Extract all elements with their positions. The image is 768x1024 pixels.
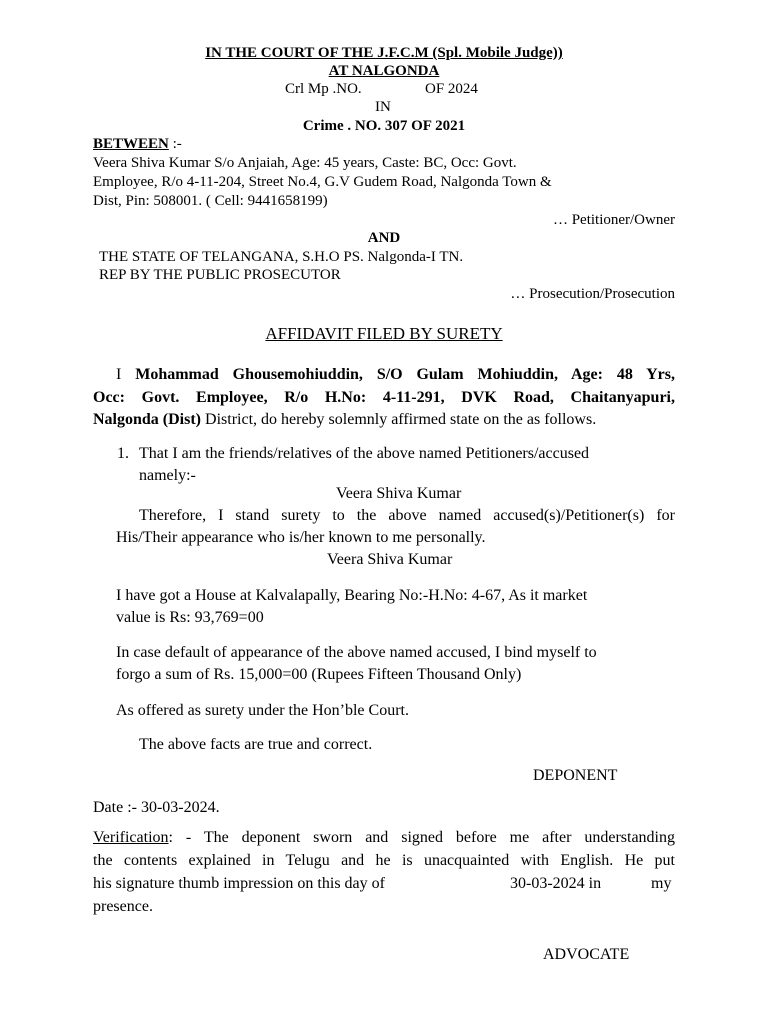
verification-date: 30-03-2024 in bbox=[510, 875, 602, 892]
property-line-1: I have got a House at Kalvalapally, Bearing No:-H.No: 4-67, As it market bbox=[116, 587, 588, 604]
verification-line-1 bbox=[93, 830, 675, 846]
respondent-line-1: THE STATE OF TELANGANA, S.H.O PS. Nalgonda-I TN. bbox=[99, 249, 464, 265]
intro-line-3 bbox=[93, 412, 596, 428]
petitioner-role: … Petitioner/Owner bbox=[552, 212, 675, 228]
affidavit-title: AFFIDAVIT FILED BY SURETY bbox=[265, 324, 503, 343]
verification-label: Verification bbox=[93, 829, 169, 846]
item-line-1: That I am the friends/relatives of the above named Petitioners/accused bbox=[139, 445, 590, 462]
crl-mp-label: Crl Mp .NO. bbox=[285, 81, 362, 97]
respondent-role: … Prosecution/Prosecution bbox=[510, 286, 675, 302]
crl-mp-year: OF 2024 bbox=[425, 81, 478, 97]
verification-line-3c: my bbox=[651, 875, 672, 892]
petitioner-line-3: Dist, Pin: 508001. ( Cell: 9441658199) bbox=[93, 193, 328, 209]
and-separator: AND bbox=[367, 230, 401, 246]
between-suffix: :- bbox=[168, 136, 182, 152]
deponent-label: DEPONENT bbox=[533, 767, 618, 784]
date-line: Date :- 30-03-2024. bbox=[93, 799, 220, 816]
surety-line-2: His/Their appearance who is/her known to me personally. bbox=[116, 529, 486, 546]
petitioner-line-1: Veera Shiva Kumar S/o Anjaiah, Age: 45 years, Caste: BC, Occ: Govt. bbox=[93, 155, 517, 171]
default-line-2: forgo a sum of Rs. 15,000=00 (Rupees Fifteen Thousand Only) bbox=[116, 666, 522, 683]
item-line-2: namely:- bbox=[139, 467, 196, 484]
facts-line: The above facts are true and correct. bbox=[139, 736, 373, 753]
petitioner-line-2: Employee, R/o 4-11-204, Street No.4, G.V Gudem Road, Nalgonda Town & bbox=[93, 174, 552, 190]
property-line-2: value is Rs: 93,769=00 bbox=[116, 609, 264, 626]
respondent-line-2: REP BY THE PUBLIC PROSECUTOR bbox=[99, 267, 341, 283]
between-heading bbox=[93, 137, 182, 152]
court-heading: IN THE COURT OF THE J.F.C.M (Spl. Mobile Judge)) bbox=[205, 45, 563, 61]
petitioner-name-2: Veera Shiva Kumar bbox=[327, 551, 453, 568]
verification-line-4: presence. bbox=[93, 898, 153, 915]
verification-line-3a: his signature thumb impression on this day of bbox=[93, 875, 385, 892]
crime-number: Crime . NO. 307 OF 2021 bbox=[302, 118, 466, 134]
intro-rest: District, do hereby solemnly affirmed state on the as follows. bbox=[201, 411, 597, 428]
in-word: IN bbox=[375, 99, 391, 115]
between-label: BETWEEN bbox=[93, 136, 169, 152]
intro-line-2: Occ: Govt. Employee, R/o H.No: 4-11-291, DVK Road, Chaitanyapuri, bbox=[93, 389, 675, 406]
surety-line-1: Therefore, I stand surety to the above named accused(s)/Petitioner(s) for bbox=[139, 507, 675, 524]
petitioner-name: Veera Shiva Kumar bbox=[336, 485, 462, 502]
surety-name: Mohammad Ghousemohiuddin, S/O Gulam Mohiuddin, Age: 48 Yrs, bbox=[135, 366, 676, 383]
court-place: AT NALGONDA bbox=[328, 63, 440, 79]
intro-line-1 bbox=[116, 367, 675, 383]
intro-prefix: I bbox=[116, 366, 136, 383]
offered-line: As offered as surety under the Hon’ble Court. bbox=[116, 702, 409, 719]
default-line-1: In case default of appearance of the above named accused, I bind myself to bbox=[116, 644, 597, 661]
intro-district: Nalgonda (Dist) bbox=[93, 411, 202, 428]
verification-text-1: : - The deponent sworn and signed before me after understanding bbox=[168, 829, 675, 846]
verification-line-2: the contents explained in Telugu and he is unacquainted with English. He put bbox=[93, 852, 675, 869]
advocate-label: ADVOCATE bbox=[543, 946, 630, 963]
item-number: 1. bbox=[117, 445, 129, 462]
